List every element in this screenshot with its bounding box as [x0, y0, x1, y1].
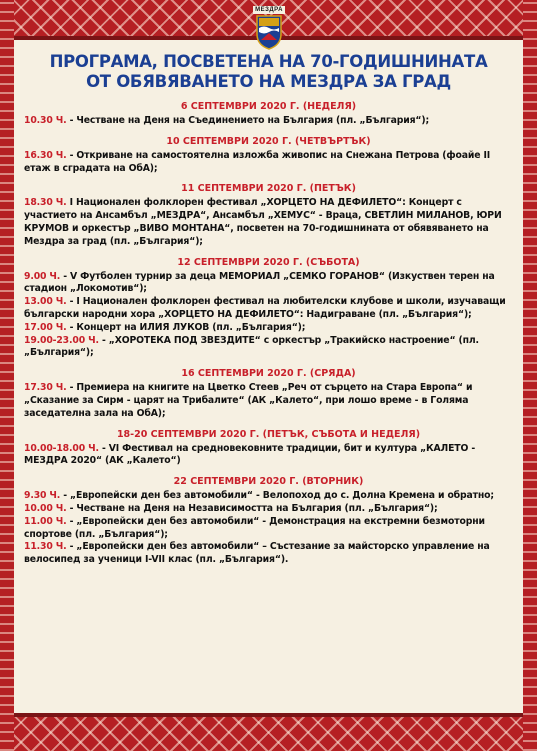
event-time: 10.30 Ч.	[24, 115, 67, 126]
day-heading: 18-20 СЕПТЕМВРИ 2020 Г. (ПЕТЪК, СЪБОТА И НЕДЕЛЯ)	[116, 428, 421, 440]
day-heading: 16 СЕПТЕМВРИ 2020 Г. (СРЯДА)	[181, 368, 356, 380]
day-heading: 22 СЕПТЕМВРИ 2020 Г. (ВТОРНИК)	[173, 476, 364, 488]
event-description: - V Футболен турнир за деца МЕМОРИАЛ „СЕМКО ГОРАНОВ“ (Изкуствен терен на стадион „Локомотив“);	[24, 270, 495, 295]
ornamental-border-bottom	[0, 717, 537, 751]
event-description: - „Европейски ден без автомобили“ - Велопоход до с. Долна Кремена и обратно;	[60, 490, 494, 502]
day-heading: 12 СЕПТЕМВРИ 2020 Г. (СЪБОТА)	[177, 256, 360, 268]
program-day-section	[14, 368, 523, 420]
crest-label: МЕЗДРА	[255, 7, 283, 13]
title-line-1: ПРОГРАМА, ПОСВЕТЕНА НА 70-ГОДИШНИНАТА	[49, 52, 488, 71]
mezdra-crest-logo	[249, 6, 289, 58]
program-content	[14, 50, 523, 710]
event-time: 13.00 Ч.	[24, 296, 67, 308]
event-entry	[14, 322, 523, 335]
day-heading: 6 СЕПТЕМВРИ 2020 Г. (НЕДЕЛЯ)	[180, 101, 357, 112]
program-day-section	[14, 257, 523, 361]
event-time: 19.00-23.00 Ч.	[24, 334, 99, 346]
event-entry	[14, 335, 523, 361]
event-entry	[14, 150, 523, 176]
event-time: 17.30 Ч.	[24, 382, 67, 394]
event-entry	[14, 541, 523, 567]
event-entry	[14, 271, 523, 297]
event-entry	[14, 197, 523, 248]
event-description: - „ХОРОТЕКА ПОД ЗВЕЗДИТЕ“ с оркестър „Тракийско настроение“ (пл. „България“);	[24, 334, 479, 359]
day-heading: 11 СЕПТЕМВРИ 2020 Г. (ПЕТЪК)	[181, 183, 356, 195]
event-time: 10.00-18.00 Ч.	[24, 442, 99, 454]
ornamental-border-right	[523, 0, 537, 751]
event-time: 9.30 Ч.	[24, 490, 61, 502]
program-day-section	[14, 136, 523, 176]
event-time: 16.30 Ч.	[24, 149, 67, 161]
event-description: - Честване на Деня на Независимостта на България (пл. „България“);	[66, 502, 438, 514]
program-day-section	[14, 183, 523, 248]
border-band-bottom	[14, 713, 523, 717]
event-description: I Национален фолклорен фестивал „ХОРЦЕТО НА ДЕФИЛЕТО“: Концерт с участието на Ансамбъл „МЕЗДРА“, Ансамбъл „ХЕМУС“ - Враца, СВЕТЛИН МИЛАНОВ, ЮРИ КРУМОВ и оркестър „ВИВО МОНТАНА“, посветен на 70-годишнината от обявяването на Мездра за град (пл. „България“);	[24, 197, 502, 247]
event-time: 11.30 Ч.	[24, 541, 67, 553]
event-entry	[14, 490, 523, 503]
event-description: - Концерт на ИЛИЯ ЛУКОВ (пл. „България“);	[66, 321, 306, 333]
event-description: - „Европейски ден без автомобили“ - Демонстрация на екстремни безмоторни спортове (пл. „България“);	[24, 515, 485, 540]
event-entry	[14, 503, 523, 516]
program-day-section	[14, 429, 523, 469]
event-time: 9.00 Ч.	[24, 270, 61, 282]
event-time: 10.00 Ч.	[24, 502, 67, 514]
event-description: - „Европейски ден без автомобили“ – Състезание за майсторско управление на велосипед за ученици I-VII клас (пл. „България“).	[24, 541, 490, 566]
program-day-section	[14, 476, 523, 567]
day-heading: 10 СЕПТЕМВРИ 2020 Г. (ЧЕТВЪРТЪК)	[166, 135, 371, 147]
coat-of-arms-icon	[255, 14, 283, 50]
program-sections	[14, 101, 523, 567]
event-description: - Честване на Деня на Съединението на България (пл. „България“);	[66, 115, 430, 126]
event-entry	[14, 115, 523, 128]
program-day-section	[14, 101, 523, 128]
event-entry	[14, 296, 523, 322]
event-description: - Откриване на самостоятелна изложба живопис на Снежана Петрова (фоайе II етаж в сградата на ОбА);	[24, 149, 491, 174]
event-description: - VI Фестивал на средновековните традиции, бит и култура „КАЛЕТО - МЕЗДРА 2020“ (АК „Калето“)	[24, 442, 476, 467]
event-entry	[14, 516, 523, 542]
event-description: - Премиера на книгите на Цветко Стеев „Реч от сърцето на Стара Европа“ и „Сказание за Сирм - царят на Трибалите“ (АК „Калето“, при лошо време - в Голяма заседателна зала на ОбА);	[24, 382, 473, 419]
event-entry	[14, 382, 523, 420]
event-time: 17.00 Ч.	[24, 321, 67, 333]
event-description: - I Национален фолклорен фестивал на любителски клубове и школи, изучаващи български народни хора „ХОРЦЕТО НА ДЕФИЛЕТО“: Надиграване (пл. „България“);	[24, 296, 506, 320]
event-entry	[14, 443, 523, 469]
title-line-2: ОТ ОБЯВЯВАНЕТО НА МЕЗДРА ЗА ГРАД	[86, 72, 451, 91]
ornamental-border-left	[0, 0, 14, 751]
event-time: 18.30 Ч.	[24, 197, 67, 209]
event-time: 11.00 Ч.	[24, 515, 67, 527]
